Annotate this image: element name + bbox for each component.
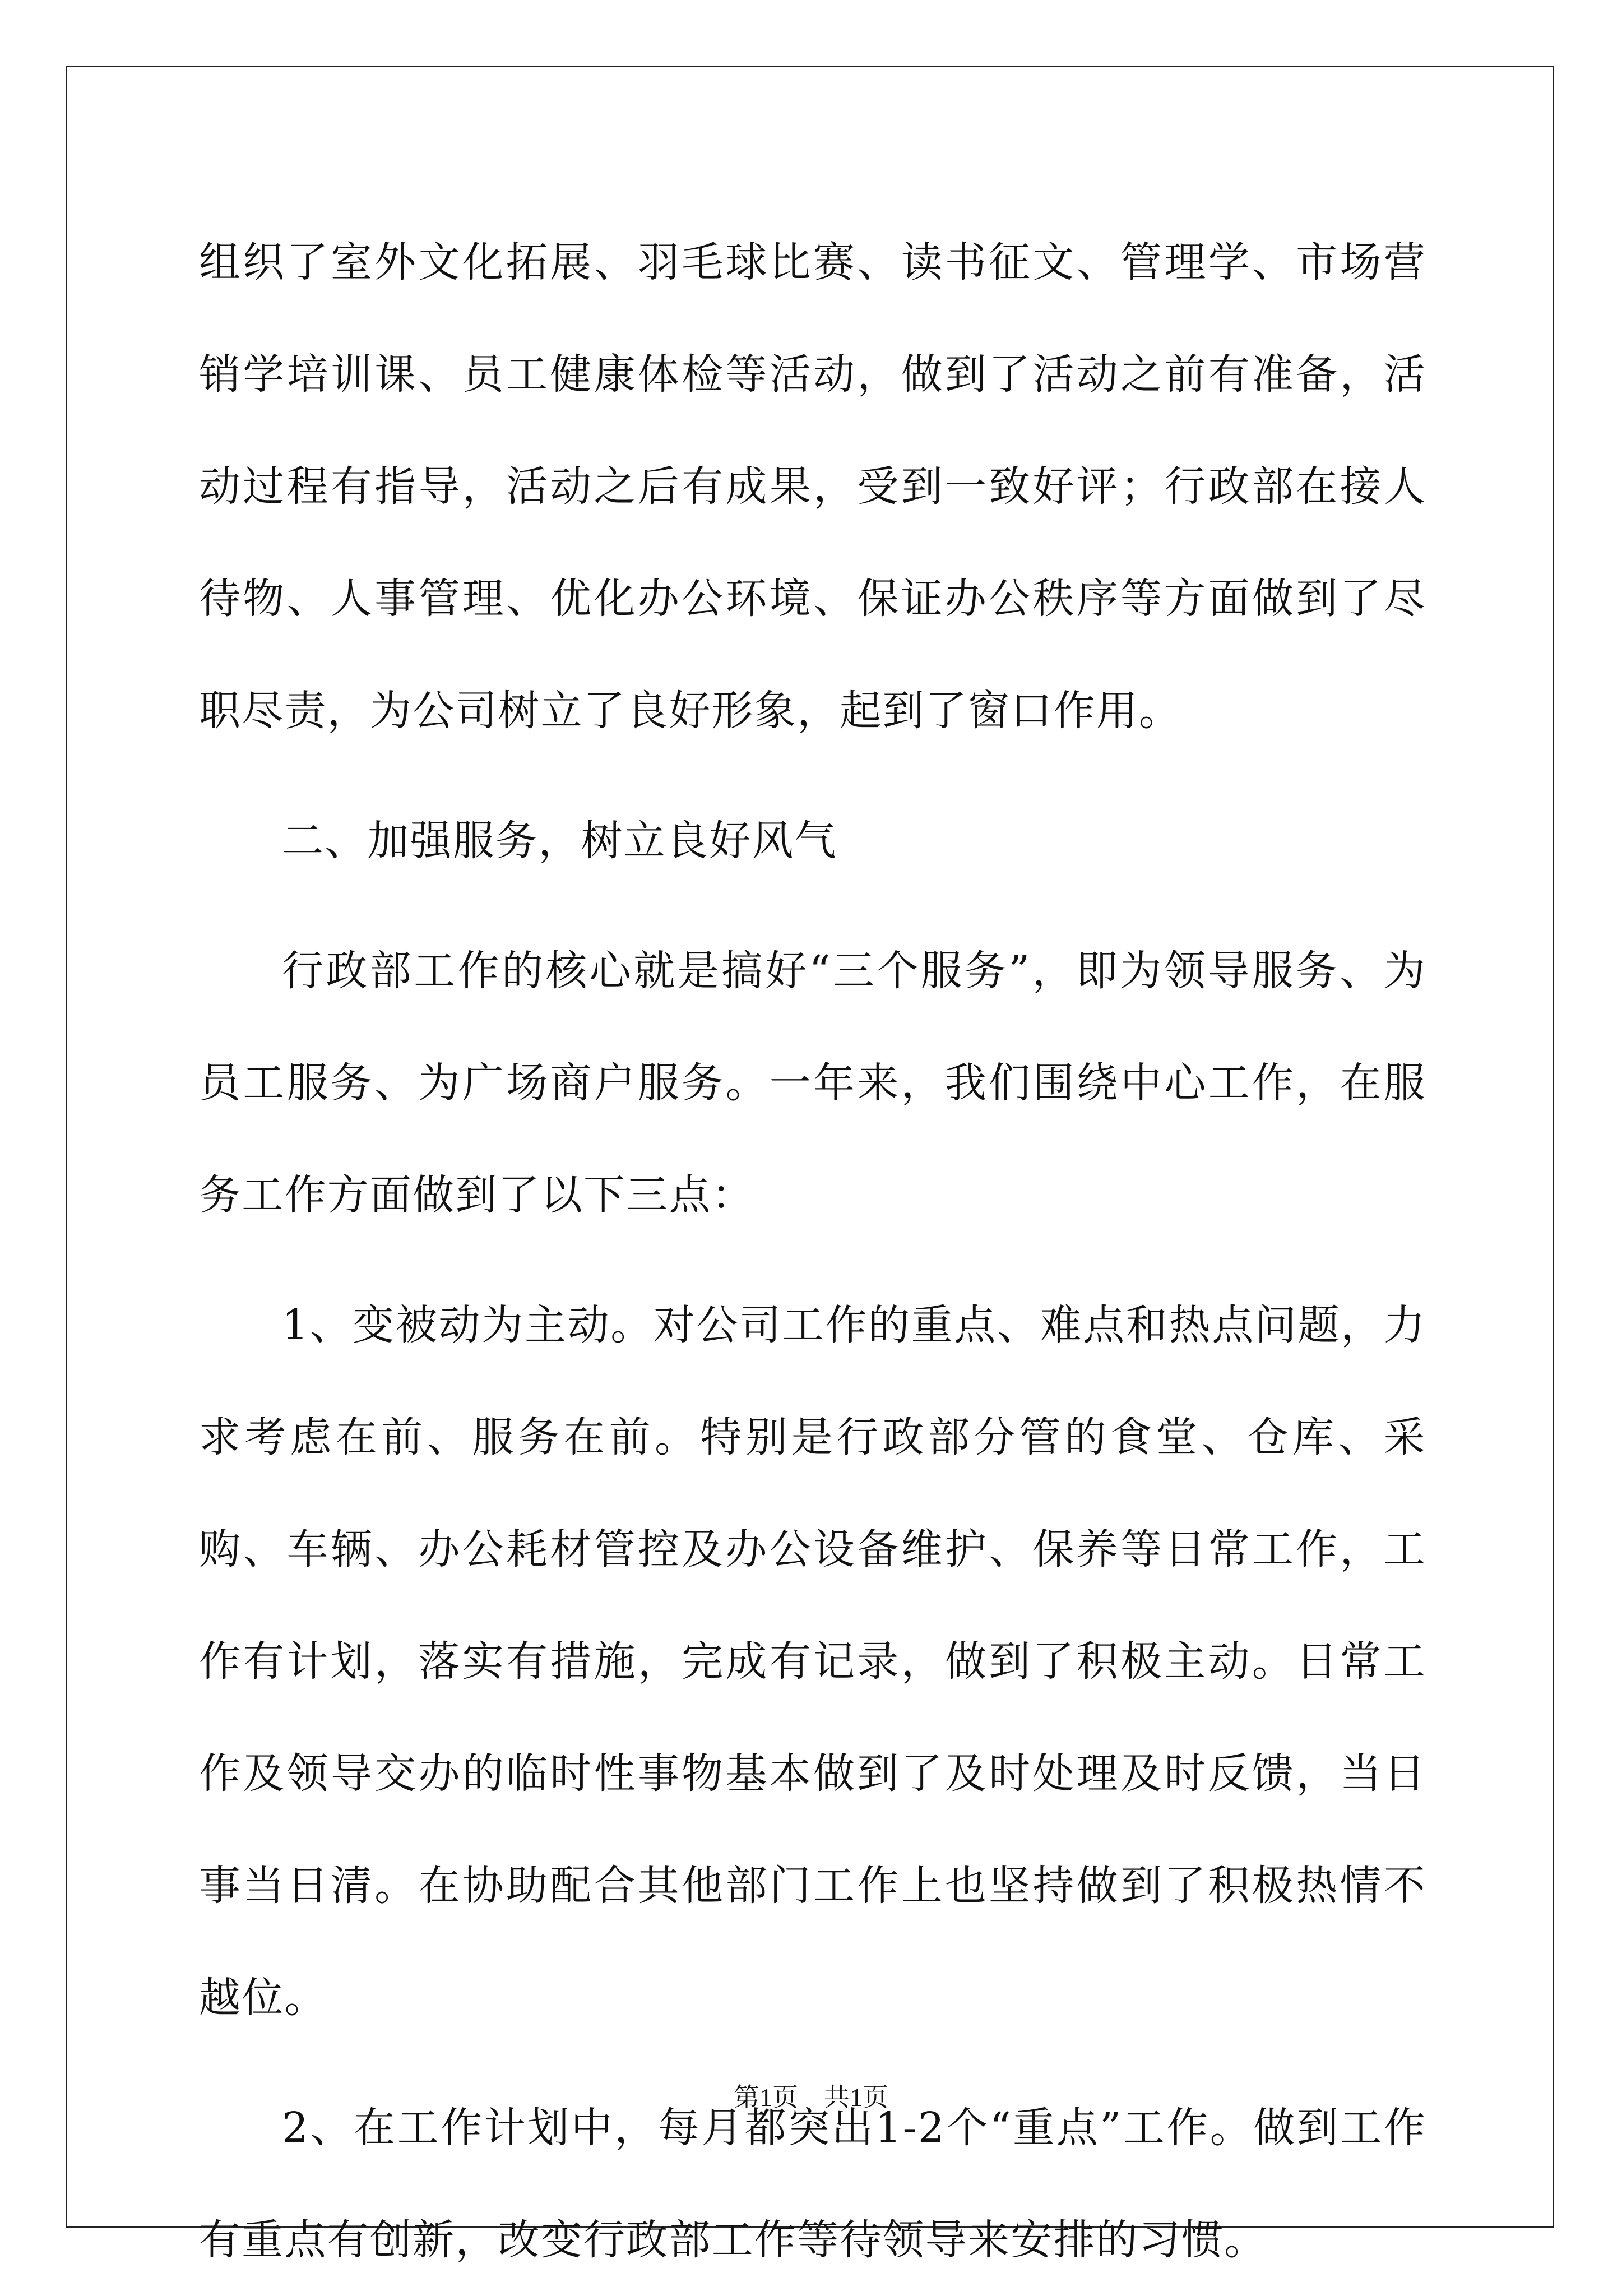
section-heading: 二、加强服务，树立良好风气 xyxy=(282,817,837,865)
paragraph-service-core: 行政部工作的核心就是搞好“三个服务”，即为领导服务、为员工服务、为广场商户服务。一年来，我们围绕中心工作，在服务工作方面做到了以下三点： xyxy=(199,947,1426,1219)
paragraph-continuation: 组织了室外文化拓展、羽毛球比赛、读书征文、管理学、市场营销学培训课、员工健康体检等活动，做到了活动之前有准备，活动过程有指导，活动之后有成果，受到一致好评；行政部在接人待物、人事管理、优化办公环境、保证办公秩序等方面做到了尽职尽责，为公司树立了良好形象，起到了窗口作用。 xyxy=(199,238,1426,735)
page-number-footer: 第1页 共1页 xyxy=(734,2083,888,2112)
paragraph-point-2: 2、在工作计划中，每月都突出1-2个“重点”工作。做到工作有重点有创新，改变行政部工作等待领导来安排的习惯。 xyxy=(199,2104,1426,2264)
paragraph-point-1: 1、变被动为主动。对公司工作的重点、难点和热点问题，力求考虑在前、服务在前。特别是行政部分管的食堂、仓库、采购、车辆、办公耗材管控及办公设备维护、保养等日常工作，工作有计划，落实有措施，完成有记录，做到了积极主动。日常工作及领导交办的临时性事物基本做到了及时处理及时反馈，当日事当日清。在协助配合其他部门工作上也坚持做到了积极热情不越位。 xyxy=(199,1301,1426,2022)
document-body xyxy=(199,206,1426,2296)
